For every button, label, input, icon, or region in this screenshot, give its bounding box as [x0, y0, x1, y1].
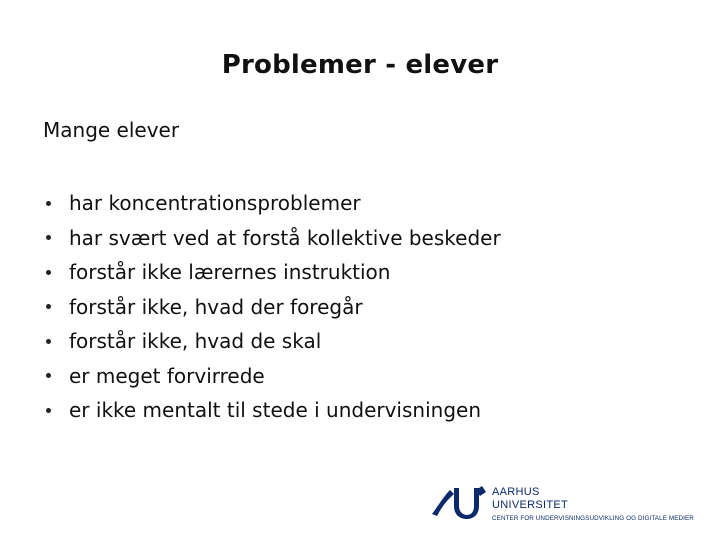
bullet-icon [46, 408, 51, 413]
bullet-icon [46, 235, 51, 240]
university-name-line1: AARHUS [492, 486, 540, 498]
bullet-item [43, 324, 501, 359]
bullet-icon [46, 339, 51, 344]
bullet-list [43, 186, 501, 428]
center-name: CENTER FOR UNDERVISNINGSUDVIKLING OG DIGITALE MEDIER [492, 515, 694, 522]
bullet-text: forstår ikke lærernes instruktion [69, 260, 391, 285]
bullet-icon [46, 270, 51, 275]
bullet-icon [46, 201, 51, 206]
bullet-item [43, 255, 501, 290]
bullet-text: er meget forvirrede [69, 363, 265, 388]
bullet-item [43, 290, 501, 325]
aarhus-logo-icon [430, 484, 488, 520]
university-logo [430, 482, 716, 530]
bullet-icon [46, 304, 51, 309]
bullet-text: er ikke mentalt til stede i undervisningen [69, 398, 481, 423]
bullet-item [43, 186, 501, 221]
university-name [492, 486, 568, 512]
bullet-icon [46, 373, 51, 378]
slide-title: Problemer - elever [221, 50, 499, 80]
bullet-text: har svært ved at forstå kollektive beskeder [69, 225, 501, 250]
intro-text: Mange elever [43, 118, 180, 142]
bullet-text: forstår ikke, hvad der foregår [69, 294, 363, 319]
bullet-item [43, 359, 501, 394]
bullet-item [43, 393, 501, 428]
bullet-text: forstår ikke, hvad de skal [69, 329, 322, 354]
bullet-text: har koncentrationsproblemer [69, 191, 361, 216]
university-name-line2: UNIVERSITET [492, 499, 569, 511]
bullet-item [43, 221, 501, 256]
